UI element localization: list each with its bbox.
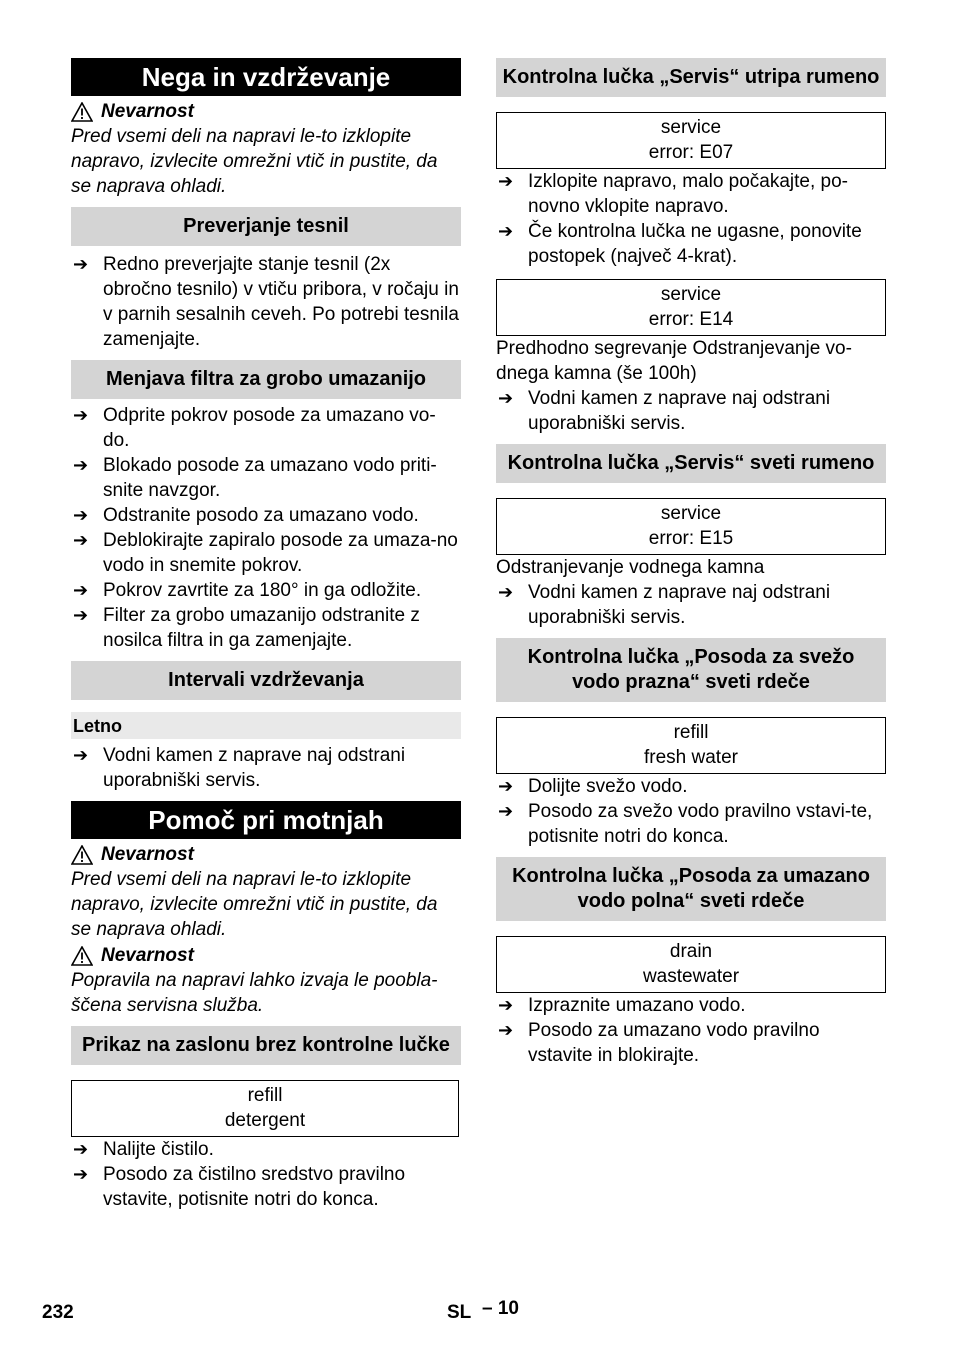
list-item: ➔ Odprite pokrov posode za umazano vo-do. xyxy=(73,405,436,451)
arrow-right-icon: ➔ xyxy=(73,1139,89,1159)
heading-display: Prikaz na zaslonu brez kontrolne lučke xyxy=(71,1026,461,1065)
display-line-2: detergent xyxy=(224,1110,306,1131)
arrow-right-icon: ➔ xyxy=(73,405,89,425)
seals-steps xyxy=(71,252,461,352)
display-line-2: error: E07 xyxy=(648,142,734,163)
list-item: ➔ Dolijte svežo vodo. xyxy=(498,776,688,797)
e14-steps xyxy=(496,386,886,436)
heading-wastewater-full: Kontrolna lučka „Posoda za umazano vodo polna“ sveti rdeče xyxy=(496,857,886,921)
list-item: ➔ Nalijte čistilo. xyxy=(73,1139,214,1160)
list-item: ➔ Deblokirajte zapiralo posode za umaza-no vodo in snemite pokrov. xyxy=(73,530,458,576)
list-item: ➔ Pokrov zavrtite za 180° in ga odložite. xyxy=(73,580,422,601)
danger-label: Nevarnost xyxy=(101,844,194,865)
list-item: ➔ Vodni kamen z naprave naj odstrani uporabniški servis. xyxy=(498,582,831,628)
heading-service-blinking: Kontrolna lučka „Servis“ utripa rumeno xyxy=(496,58,886,97)
yearly-steps xyxy=(71,743,461,793)
display-line-1: refill xyxy=(673,722,709,743)
display-steps xyxy=(71,1137,461,1212)
arrow-right-icon: ➔ xyxy=(498,801,514,821)
danger-text: Pred vsemi deli na napravi le-to izklopite napravo, izvlecite omrežni vtič in pustite, da se naprava ohladi. xyxy=(71,126,438,197)
arrow-right-icon: ➔ xyxy=(73,745,89,765)
section-page-number: – 10 xyxy=(482,1298,519,1319)
arrow-right-icon: ➔ xyxy=(73,580,89,600)
arrow-right-icon: ➔ xyxy=(498,995,514,1015)
display-line-1: service xyxy=(660,284,722,305)
display-line-2: fresh water xyxy=(644,747,738,768)
warning-triangle-icon xyxy=(71,845,93,865)
e07-steps xyxy=(496,169,886,269)
e15-description: Odstranjevanje vodnega kamna xyxy=(496,557,765,578)
list-item: ➔ Posodo za umazano vodo pravilno vstavite in blokirajte. xyxy=(498,1020,820,1066)
e14-description: Predhodno segrevanje Odstranjevanje vo-dnega kamna (še 100h) xyxy=(496,338,852,384)
list-item: ➔ Vodni kamen z naprave naj odstrani uporabniški servis. xyxy=(498,388,831,434)
waste-steps xyxy=(496,993,886,1068)
arrow-right-icon: ➔ xyxy=(498,582,514,602)
arrow-right-icon: ➔ xyxy=(498,221,514,241)
list-item: ➔ Filter za grobo umazanijo odstranite z nosilca filtra in ga zamenjajte. xyxy=(73,605,420,651)
heading-fresh-water-empty: Kontrolna lučka „Posoda za svežo vodo prazna“ sveti rdeče xyxy=(496,638,886,702)
section-title-troubleshooting: Pomoč pri motnjah xyxy=(71,801,461,839)
display-message-box xyxy=(496,498,886,555)
danger-notice xyxy=(71,842,461,867)
display-line-1: refill xyxy=(247,1085,283,1106)
list-item: ➔ Če kontrolna lučka ne ugasne, ponovite postopek (največ 4-krat). xyxy=(498,221,862,267)
list-item: ➔ Vodni kamen z naprave naj odstrani uporabniški servis. xyxy=(73,745,406,791)
arrow-right-icon: ➔ xyxy=(498,776,514,796)
danger-text: Popravila na napravi lahko izvaja le poobla-ščena servisna služba. xyxy=(71,970,438,1016)
warning-triangle-icon xyxy=(71,946,93,966)
arrow-right-icon: ➔ xyxy=(73,505,89,525)
display-line-1: service xyxy=(660,503,722,524)
filter-steps xyxy=(71,403,461,653)
display-line-1: drain xyxy=(669,941,713,962)
display-line-2: error: E15 xyxy=(648,528,734,549)
heading-seals: Preverjanje tesnil xyxy=(71,207,461,246)
arrow-right-icon: ➔ xyxy=(73,530,89,550)
left-column xyxy=(71,58,461,1212)
language-code: SL xyxy=(447,1302,472,1323)
list-item: ➔ Posodo za čistilno sredstvo pravilno vstavite, potisnite notri do konca. xyxy=(73,1164,406,1210)
list-item: ➔ Izpraznite umazano vodo. xyxy=(498,995,746,1016)
heading-filter: Menjava filtra za grobo umazanijo xyxy=(71,360,461,399)
arrow-right-icon: ➔ xyxy=(498,388,514,408)
arrow-right-icon: ➔ xyxy=(498,171,514,191)
right-column xyxy=(496,58,886,1068)
display-line-2: wastewater xyxy=(642,966,740,987)
list-item: ➔ Blokado posode za umazano vodo priti-snite navzgor. xyxy=(73,455,437,501)
danger-notice xyxy=(71,99,461,124)
arrow-right-icon: ➔ xyxy=(73,1164,89,1184)
heading-service-lit: Kontrolna lučka „Servis“ sveti rumeno xyxy=(496,444,886,483)
display-message-box xyxy=(496,936,886,993)
warning-triangle-icon xyxy=(71,102,93,122)
arrow-right-icon: ➔ xyxy=(73,254,89,274)
list-item: ➔ Redno preverjajte stanje tesnil (2x obročno tesnilo) v vtiču pribora, v ročaju in v parnih sesalnih ceveh. Po potrebi tesnila zamenjajte. xyxy=(73,254,459,350)
page-number: 232 xyxy=(42,1302,74,1323)
arrow-right-icon: ➔ xyxy=(73,605,89,625)
list-item: ➔ Izklopite napravo, malo počakajte, po-novno vklopite napravo. xyxy=(498,171,849,217)
arrow-right-icon: ➔ xyxy=(73,455,89,475)
heading-intervals: Intervali vzdrževanja xyxy=(71,661,461,700)
fresh-steps xyxy=(496,774,886,849)
display-message-box xyxy=(496,717,886,774)
danger-text: Pred vsemi deli na napravi le-to izklopite napravo, izvlecite omrežni vtič in pustite, da se naprava ohladi. xyxy=(71,869,438,940)
subheading-yearly: Letno xyxy=(71,712,461,739)
display-line-1: service xyxy=(660,117,722,138)
list-item: ➔ Posodo za svežo vodo pravilno vstavi-te, potisnite notri do konca. xyxy=(498,801,873,847)
e15-steps xyxy=(496,580,886,630)
display-message-box xyxy=(71,1080,459,1137)
arrow-right-icon: ➔ xyxy=(498,1020,514,1040)
section-title-maintenance: Nega in vzdrževanje xyxy=(71,58,461,96)
danger-notice xyxy=(71,943,461,968)
display-message-box xyxy=(496,279,886,336)
danger-label: Nevarnost xyxy=(101,945,194,966)
display-line-2: error: E14 xyxy=(648,309,734,330)
display-message-box xyxy=(496,112,886,169)
list-item: ➔ Odstranite posodo za umazano vodo. xyxy=(73,505,419,526)
danger-label: Nevarnost xyxy=(101,101,194,122)
